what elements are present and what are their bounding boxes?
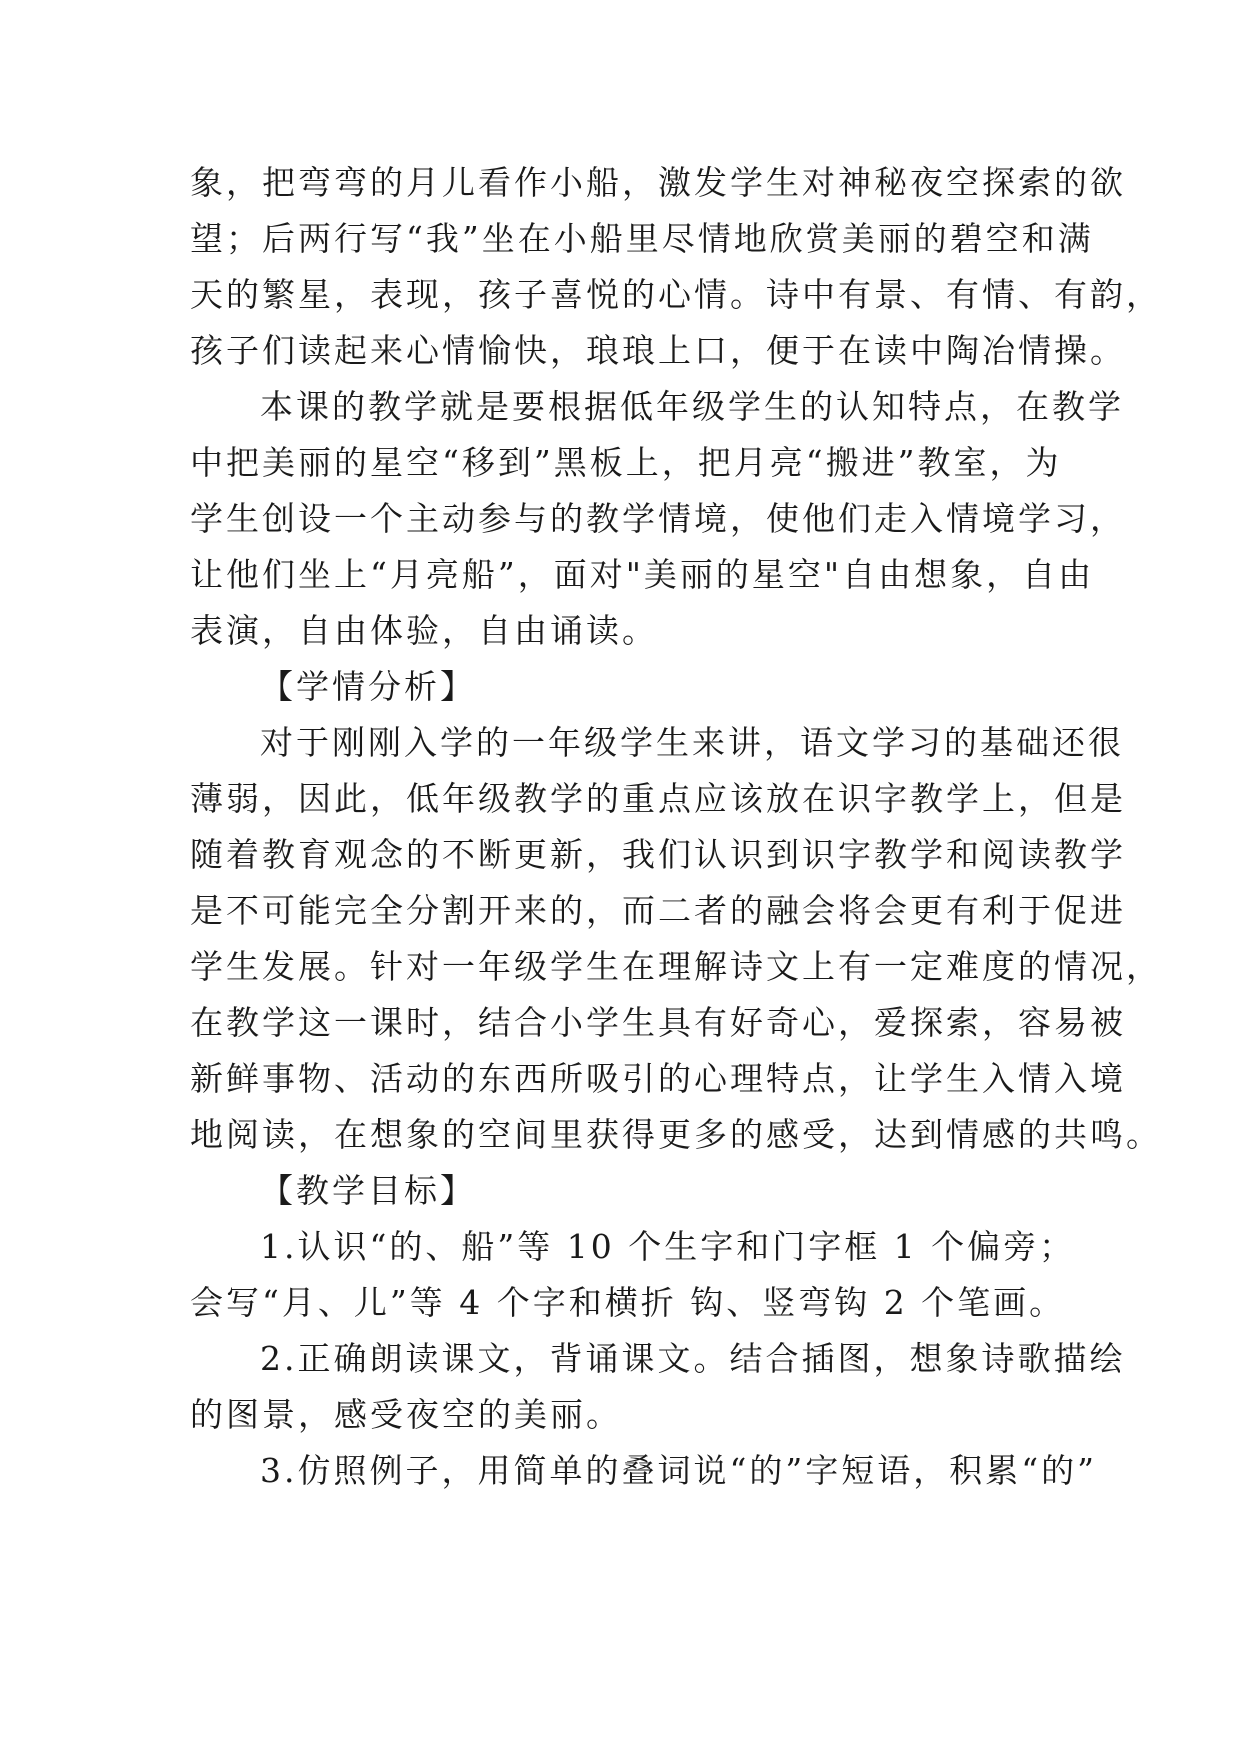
document-page <box>190 155 1162 1499</box>
text-line: 3.仿照例子，用简单的叠词说“的”字短语，积累“的” <box>260 1451 1097 1490</box>
paragraph-teaching-approach <box>190 379 1126 659</box>
text-line: 在教学这一课时，结合小学生具有好奇心，爱探索，容易被 <box>190 1003 1126 1042</box>
text-line: 本课的教学就是要根据低年级学生的认知特点，在教学 <box>260 387 1124 426</box>
text-line: 表演，自由体验，自由诵读。 <box>190 611 658 650</box>
paragraph-continuation <box>190 155 1162 379</box>
text-line: 地阅读，在想象的空间里获得更多的感受，达到情感的共鸣。 <box>190 1115 1162 1154</box>
text-line: 中把美丽的星空“移到”黑板上，把月亮“搬进”教室，为 <box>190 443 1062 482</box>
text-line: 随着教育观念的不断更新，我们认识到识字教学和阅读教学 <box>190 835 1126 874</box>
goal-item-3 <box>190 1443 1097 1499</box>
text-line: 望；后两行写“我”坐在小船里尽情地欣赏美丽的碧空和满 <box>190 219 1094 258</box>
text-line: 新鲜事物、活动的东西所吸引的心理特点，让学生入情入境 <box>190 1059 1126 1098</box>
text-line: 1.认识“的、船”等 10 个生字和门字框 1 个偏旁； <box>260 1227 1076 1266</box>
text-line: 象，把弯弯的月儿看作小船，激发学生对神秘夜空探索的欲 <box>190 163 1126 202</box>
paragraph-student-analysis <box>190 715 1162 1163</box>
text-line: 薄弱，因此，低年级教学的重点应该放在识字教学上，但是 <box>190 779 1126 818</box>
goal-item-2 <box>190 1331 1126 1443</box>
text-line: 2.正确朗读课文，背诵课文。结合插图，想象诗歌描绘 <box>260 1339 1126 1378</box>
section-heading-teaching-goals: 【教学目标】 <box>260 1171 476 1210</box>
text-line: 是不可能完全分割开来的，而二者的融会将会更有利于促进 <box>190 891 1126 930</box>
text-line: 的图景，感受夜空的美丽。 <box>190 1395 622 1434</box>
text-line: 让他们坐上“月亮船”，面对"美丽的星空"自由想象，自由 <box>190 555 1095 594</box>
text-line: 天的繁星，表现，孩子喜悦的心情。诗中有景、有情、有韵， <box>190 275 1162 314</box>
text-line: 对于刚刚入学的一年级学生来讲，语文学习的基础还很 <box>260 723 1124 762</box>
text-line: 会写“月、儿”等 4 个字和横折 钩、竖弯钩 2 个笔画。 <box>190 1283 1066 1322</box>
goal-item-1 <box>190 1219 1076 1331</box>
text-line: 学生发展。针对一年级学生在理解诗文上有一定难度的情况， <box>190 947 1162 986</box>
text-line: 孩子们读起来心情愉快，琅琅上口，便于在读中陶冶情操。 <box>190 331 1126 370</box>
section-heading-student-analysis: 【学情分析】 <box>260 667 476 706</box>
text-line: 学生创设一个主动参与的教学情境，使他们走入情境学习， <box>190 499 1126 538</box>
